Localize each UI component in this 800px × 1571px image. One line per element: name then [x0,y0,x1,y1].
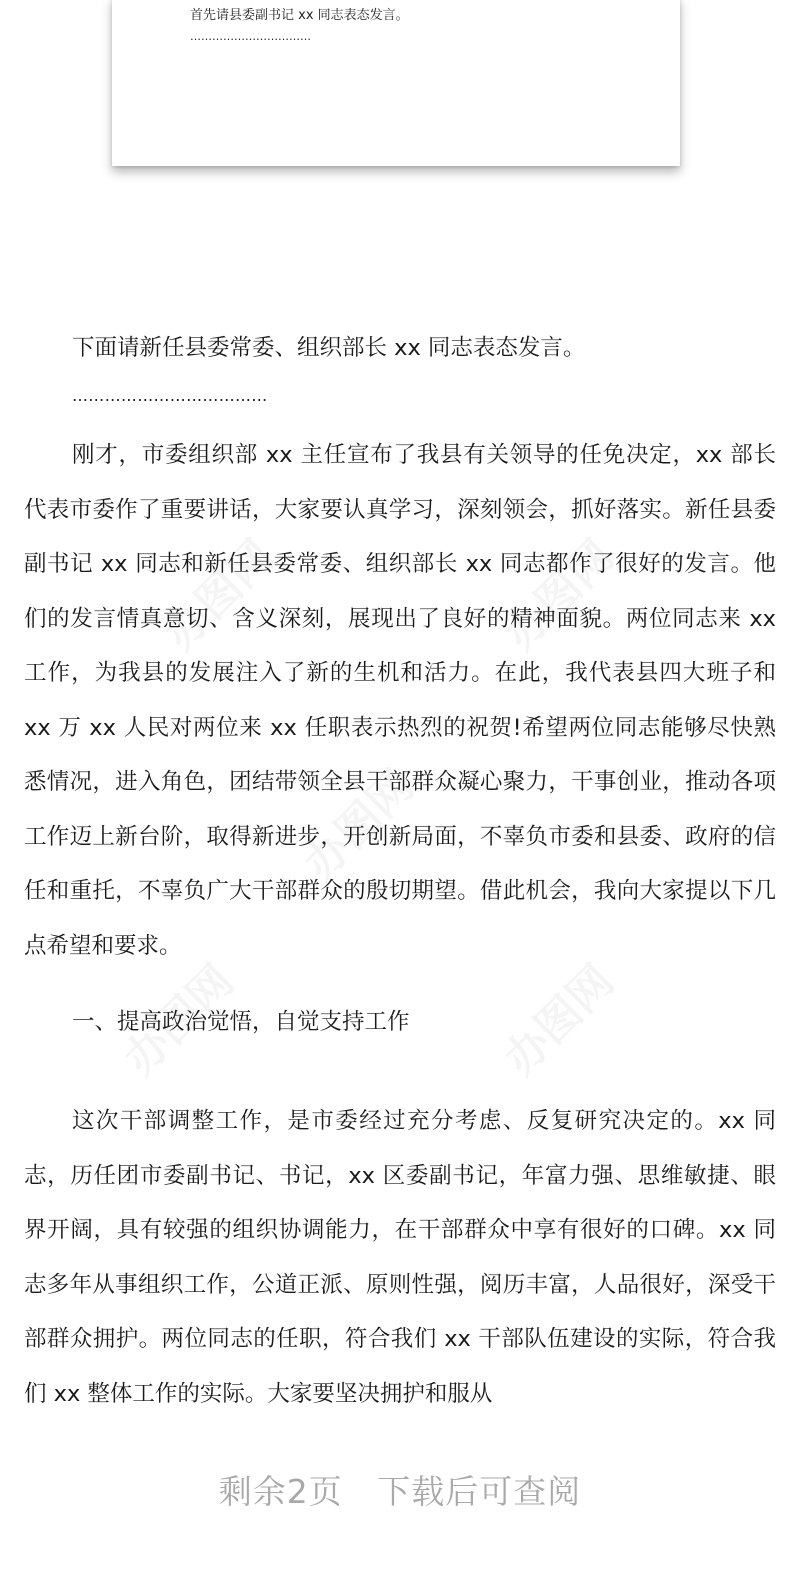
preview-speaker-intro: 首先请县委副书记 xx 同志表态发言。 [190,8,409,23]
section-heading: 一、提高政治觉悟，自觉支持工作 [72,1009,410,1035]
remaining-pages-text: 剩余2页 [218,1472,343,1511]
preview-ellipsis: …………………………… [190,30,311,43]
body-paragraph-1: 刚才，市委组织部 xx 主任宣布了我县有关领导的任免决定，xx 部长代表市委作了重要讲话，大家要认真学习，深刻领会，抓好落实。新任县委副书记 xx 同志和新任县委常委、组织部长 xx 同志都作了很好的发言。他们的发言情真意切、含义深刻，展现出了良好的精神面貌。两位同志来 xx 工作，为我县的发展注入了新的生机和活力。在此，我代表县四大班子和 xx 万 xx 人民对两位来 xx 任职表示热烈的祝贺!希望两位同志能够尽快熟悉情况，进入角色，团结带领全县干部群众凝心聚力，干事创业，推动各项工作迈上新台阶，取得新进步，开创新局面，不辜负市委和县委、政府的信任和重托，不辜负广大干部群众的殷切期望。借此机会，我向大家提以下几点希望和要求。 [24,442,776,959]
intro-line: 下面请新任县委常委、组织部长 xx 同志表态发言。 [72,335,586,361]
preview-page-card [112,0,680,166]
ellipsis-line: ……………………………… [72,386,268,405]
remaining-pages-prompt[interactable] [0,1466,800,1513]
download-prompt-text: 下载后可查阅 [377,1472,582,1511]
body-paragraph-2: 这次干部调整工作，是市委经过充分考虑、反复研究决定的。xx 同志，历任团市委副书记、书记，xx 区委副书记，年富力强、思维敏捷、眼界开阔，具有较强的组织协调能力，在干部群众中享有很好的口碑。xx 同志多年从事组织工作，公道正派、原则性强，阅历丰富，人品很好，深受干部群众拥护。两位同志的任职，符合我们 xx 干部队伍建设的实际，符合我们 xx 整体工作的实际。大家要坚决拥护和服从 [24,1108,776,1407]
